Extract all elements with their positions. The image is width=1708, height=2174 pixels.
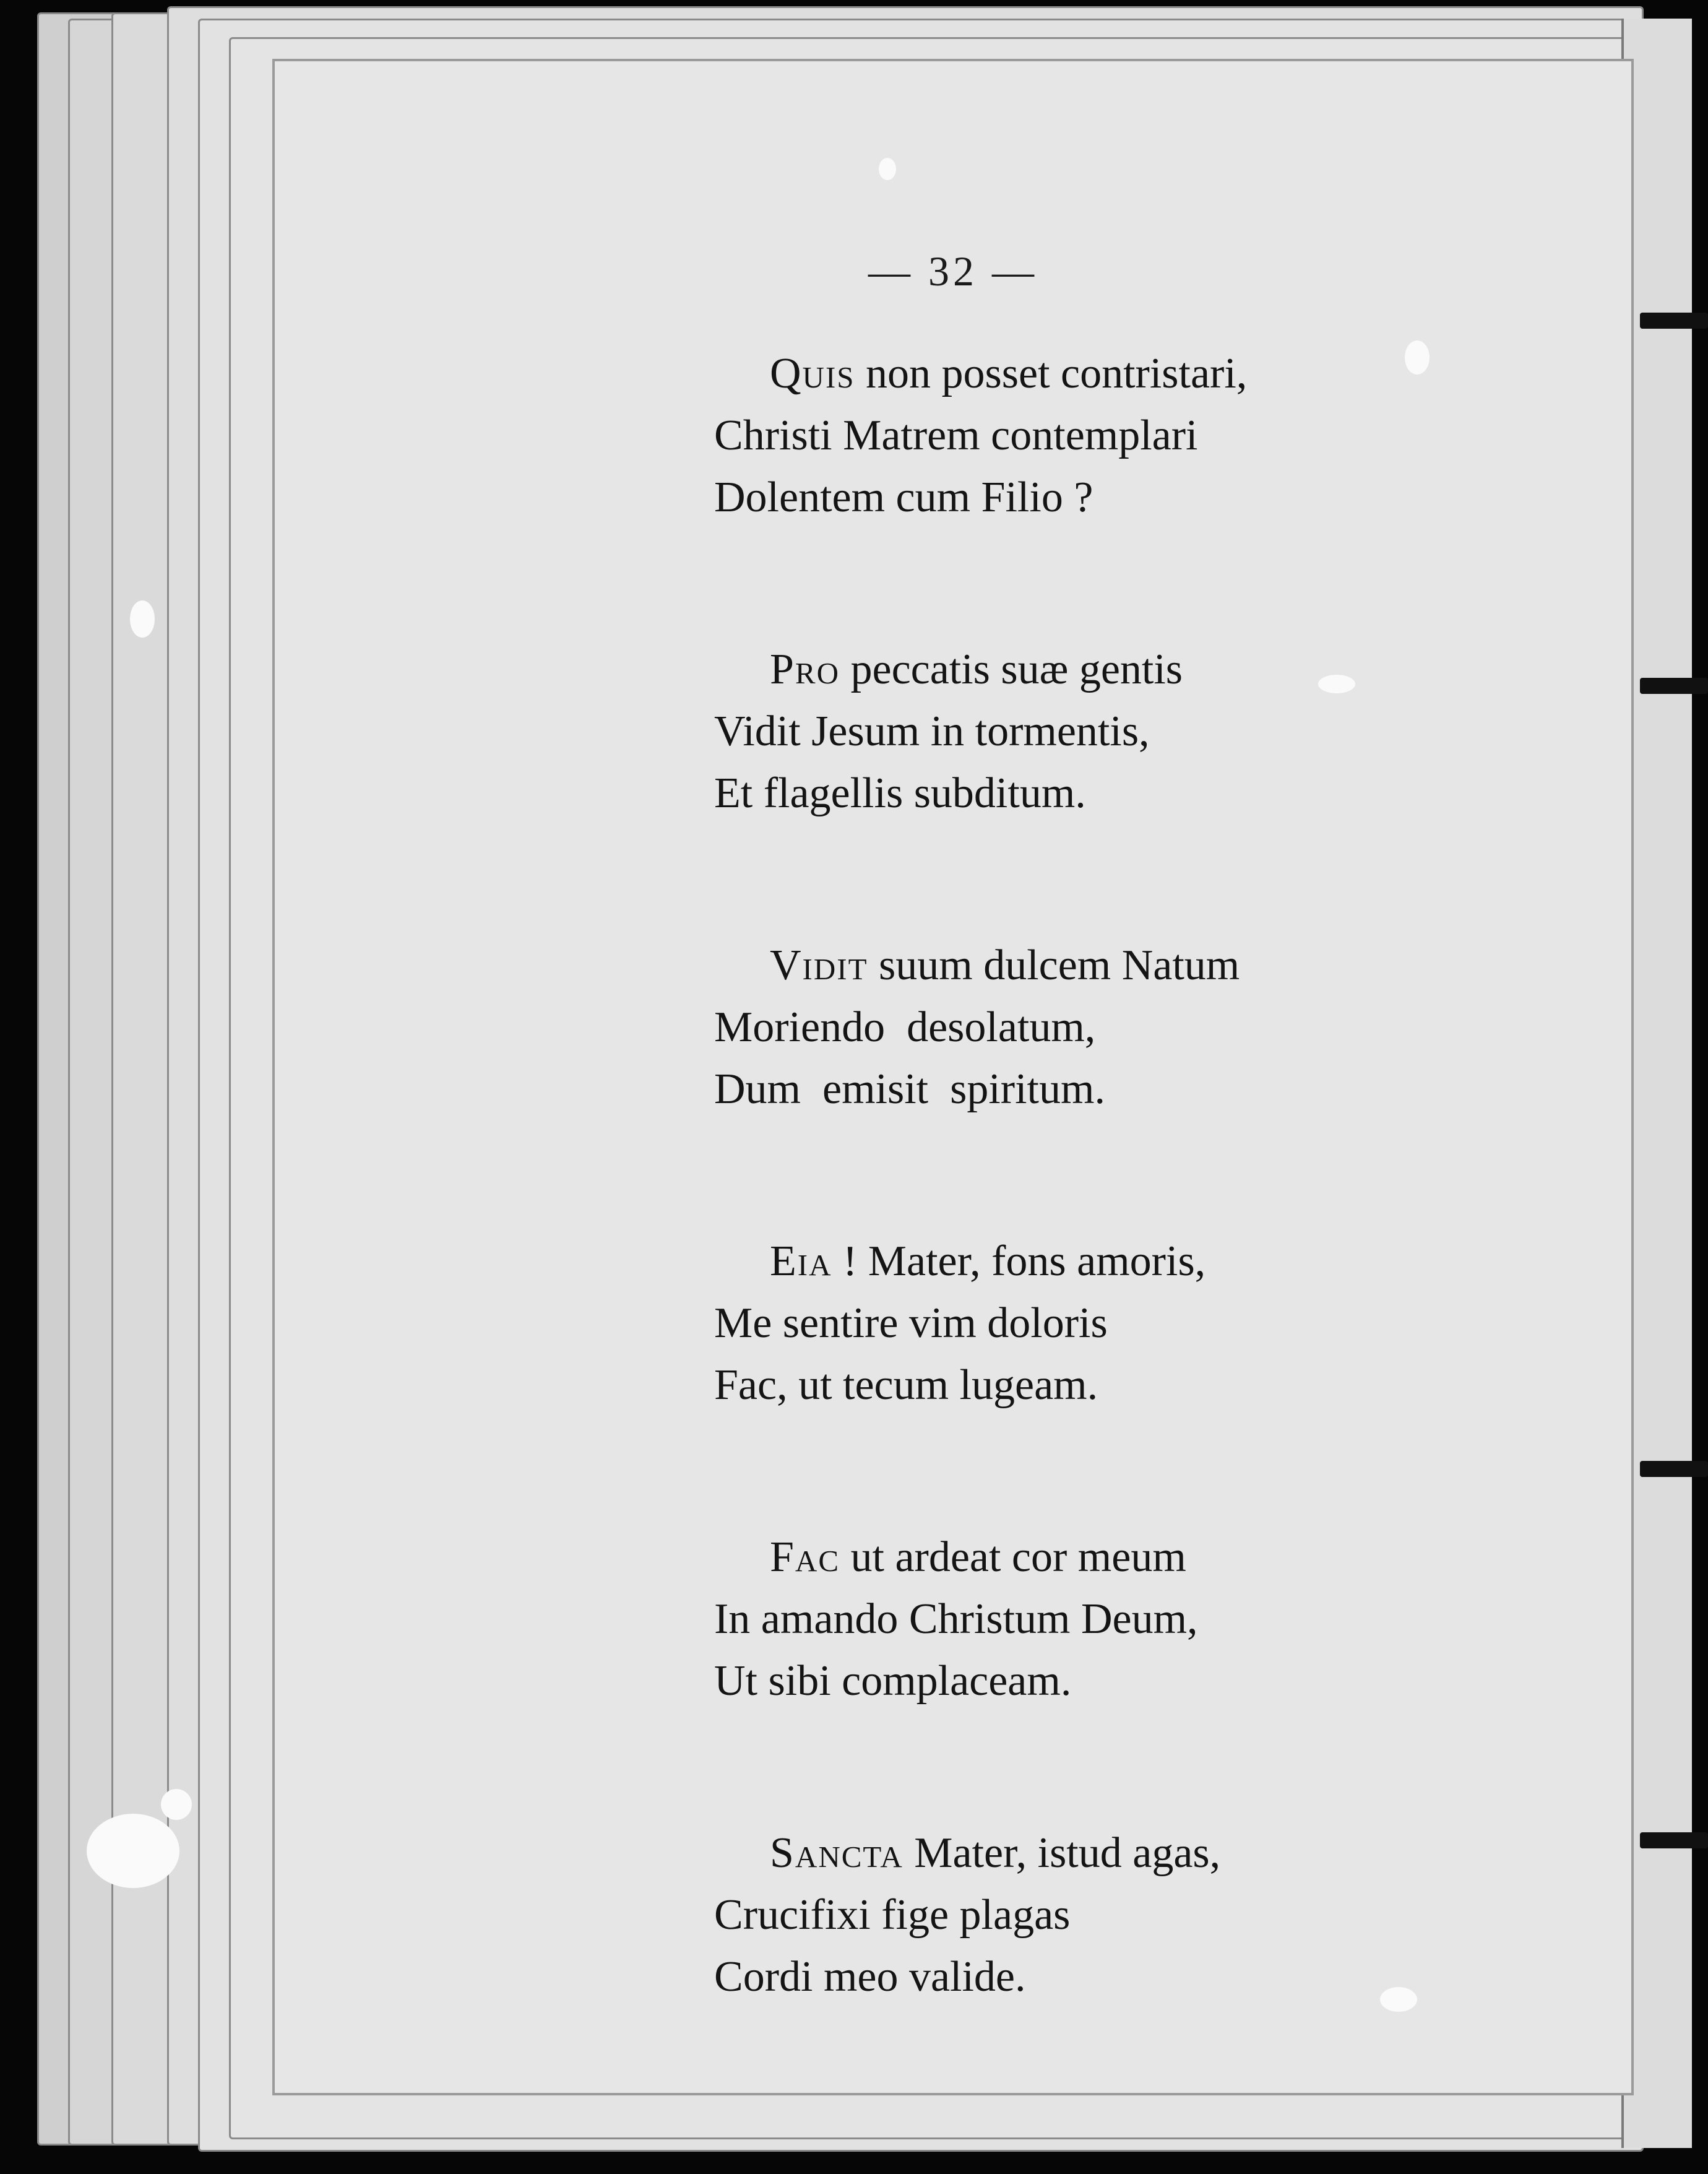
page-number: — 32 — xyxy=(868,248,1038,295)
poem-line: In amando Christum Deum, xyxy=(714,1595,1198,1643)
poem-line xyxy=(714,1231,1457,1293)
stanza xyxy=(714,1231,1457,1416)
dust-speck xyxy=(1380,1987,1417,2012)
dust-speck xyxy=(1405,340,1430,375)
stanza xyxy=(714,1822,1457,2008)
binding-thread xyxy=(1640,1832,1708,1848)
line-text: non posset contristari, xyxy=(855,350,1248,397)
poem-line: Dum emisit spiritum. xyxy=(714,1065,1105,1113)
line-text: ! Mater, fons amoris, xyxy=(832,1237,1206,1285)
poem-line: Moriendo desolatum, xyxy=(714,1003,1096,1051)
poem-line: Christi Matrem contemplari xyxy=(714,412,1198,459)
line-text: peccatis suæ gentis xyxy=(840,646,1183,693)
poem-line xyxy=(714,1527,1457,1588)
stanza-lead-word: Sancta xyxy=(770,1829,904,1877)
poem-line: Me sentire vim doloris xyxy=(714,1299,1108,1347)
poem-line: Vidit Jesum in tormentis, xyxy=(714,708,1150,755)
poem-line: Cordi meo valide. xyxy=(714,1953,1026,2001)
line-text: suum dulcem Natum xyxy=(868,942,1240,989)
poem-line xyxy=(714,343,1457,405)
stanza xyxy=(714,1527,1457,1712)
dust-speck xyxy=(879,158,896,180)
dust-speck xyxy=(161,1789,192,1820)
book-page xyxy=(272,59,1634,2095)
binding-thread xyxy=(1640,1461,1708,1477)
stanza xyxy=(714,343,1457,529)
poem xyxy=(714,343,1457,2008)
stanza-lead-word: Vidit xyxy=(770,942,868,989)
stanza xyxy=(714,639,1457,825)
binding-thread xyxy=(1640,313,1708,329)
stanza xyxy=(714,935,1457,1120)
binding-thread xyxy=(1640,678,1708,694)
dust-speck xyxy=(87,1814,179,1888)
line-text: Mater, istud agas, xyxy=(903,1829,1221,1877)
dust-speck xyxy=(130,600,155,638)
stanza-lead-word: Eia xyxy=(770,1237,832,1285)
poem-line xyxy=(714,1822,1457,1884)
poem-line xyxy=(714,935,1457,997)
stanza-lead-word: Quis xyxy=(770,350,855,397)
poem-line: Dolentem cum Filio ? xyxy=(714,474,1093,521)
line-text: ut ardeat cor meum xyxy=(840,1533,1186,1581)
poem-line: Crucifixi fige plagas xyxy=(714,1891,1071,1939)
dust-speck xyxy=(1318,675,1355,693)
poem-line: Fac, ut tecum lugeam. xyxy=(714,1361,1098,1409)
stanza-lead-word: Pro xyxy=(770,646,840,693)
poem-line: Ut sibi complaceam. xyxy=(714,1657,1072,1705)
stanza-lead-word: Fac xyxy=(770,1533,840,1581)
poem-line: Et flagellis subditum. xyxy=(714,769,1086,817)
